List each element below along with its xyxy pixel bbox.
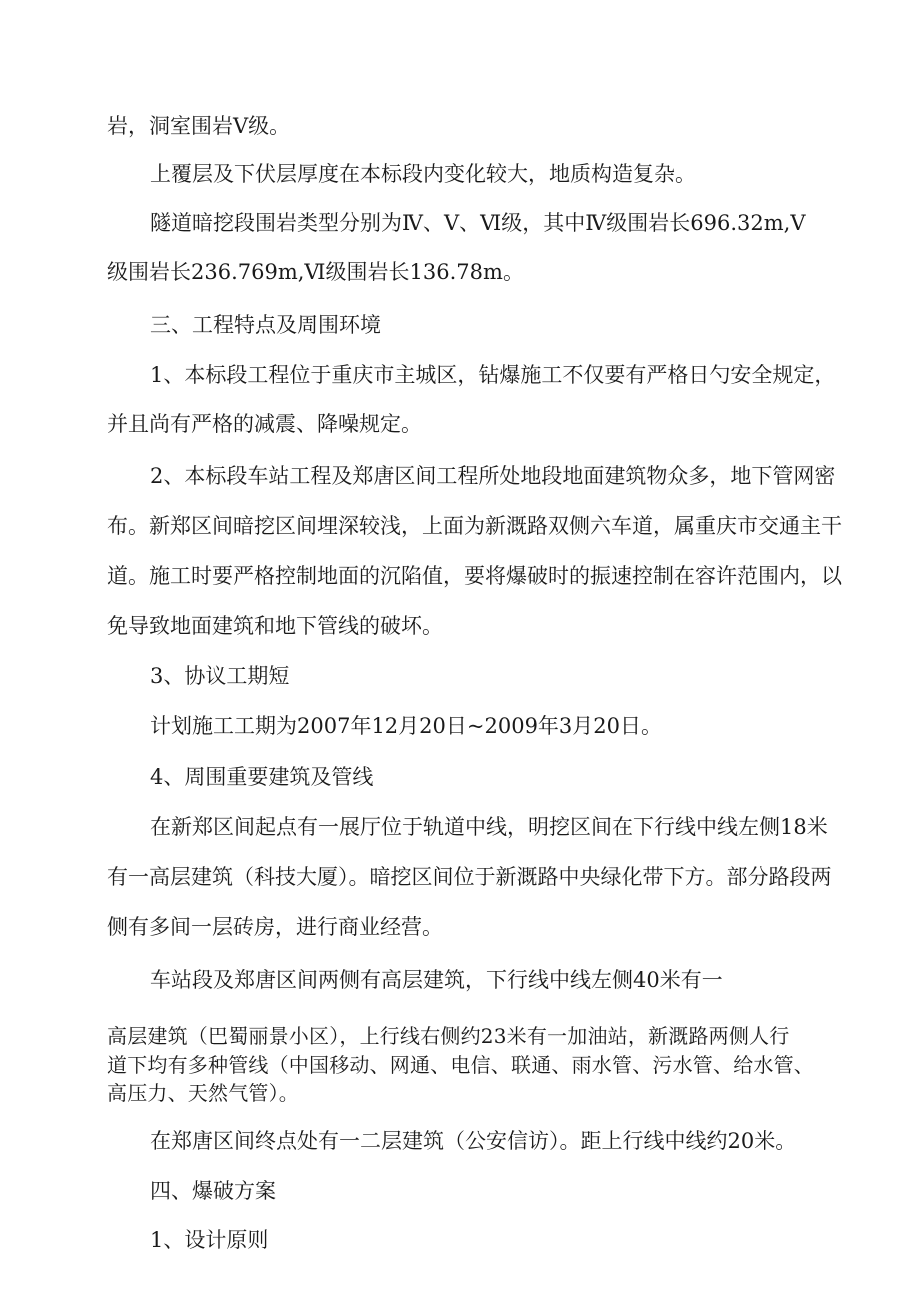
text-line: 道。施工时要严格控制地面的沉陷值，要将爆破时的振速控制在容许范围内，以 [107,564,842,588]
text-line: 侧有多间一层砖房，进行商业经营。 [107,915,443,939]
text-line: 岩，洞室围岩Ⅴ级。 [107,114,291,138]
subsection-heading: 4、周围重要建筑及管线 [150,765,374,789]
text-line: 免导致地面建筑和地下管线的破坏。 [107,614,443,638]
text-line: 2、本标段车站工程及郑唐区间工程所处地段地面建筑物众多，地下管网密 [150,464,836,488]
text-line: 在新郑区间起点有一展厅位于轨道中线，明挖区间在下行线中线左侧18米 [150,815,828,839]
text-line: 在郑唐区间终点处有一二层建筑（公安信访）。距上行线中线约20米。 [150,1129,797,1153]
text-line: 并且尚有严格的减震、降噪规定。 [107,412,422,436]
subsection-heading: 1、设计原则 [150,1228,269,1252]
text-line: 道下均有多种管线（中国移动、网通、电信、联通、雨水管、污水管、给水管、 [107,1053,814,1077]
text-line: 车站段及郑唐区间两侧有高层建筑，下行线中线左侧40米有一 [150,968,723,992]
text-line: 高压力、天然气管）。 [107,1081,299,1105]
text-line: 上覆层及下伏层厚度在本标段内变化较大，地质构造复杂。 [150,162,696,186]
subsection-heading: 3、协议工期短 [150,664,290,688]
text-line: 隧道暗挖段围岩类型分别为Ⅳ、Ⅴ、Ⅵ级，其中Ⅳ级围岩长696.32m,Ⅴ [150,211,806,235]
text-line: 级围岩长236.769m,Ⅵ级围岩长136.78m。 [107,260,524,284]
text-line: 有一高层建筑（科技大厦）。暗挖区间位于新溉路中央绿化带下方。部分路段两 [107,865,832,889]
text-line: 高层建筑（巴蜀丽景小区），上行线右侧约23米有一加油站，新溉路两侧人行 [107,1024,790,1048]
text-line: 计划施工工期为2007年12月20日~2009年3月20日。 [150,714,663,738]
section-heading: 三、工程特点及周围环境 [150,313,381,337]
section-heading: 四、爆破方案 [150,1179,276,1203]
text-line: 1、本标段工程位于重庆市主城区，钻爆施工不仅要有严格日勺安全规定， [150,363,836,387]
text-line: 布。新郑区间暗挖区间埋深较浅，上面为新溉路双侧六车道，属重庆市交通主干 [107,514,842,538]
